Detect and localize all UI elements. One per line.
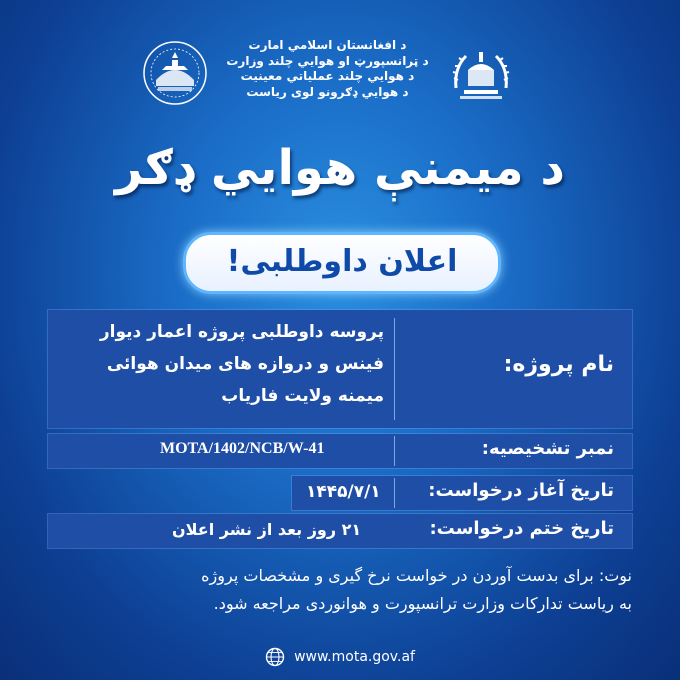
id-number-label: نمبر تشخیصیه: [481, 438, 614, 459]
airport-emblem-icon [142, 40, 208, 106]
note-text [94, 562, 632, 618]
project-divider [394, 318, 395, 420]
website-link[interactable]: www.mota.gov.af [294, 648, 415, 665]
note-line-2: به ریاست تدارکات وزارت ترانسپورت و هوانوردی مراجعه شود. [213, 594, 632, 613]
header-line-2: د ټرانسپورټ او هوايي چلند وزارت [226, 53, 429, 68]
footer [0, 646, 680, 670]
project-value-line-2: فینس و دروازه های میدان هوائی [106, 354, 384, 374]
project-label: نام پروژه: [503, 352, 614, 377]
start-date-divider [394, 478, 395, 508]
note-line-1: نوت: برای بدست آوردن در خواست نرخ گیری و مشخصات پروژه [201, 566, 632, 585]
id-number-value: MOTA/1402/NCB/W-41 [160, 440, 325, 457]
page-title: د میمنې هوايي ډګر [115, 140, 565, 196]
emirate-emblem-icon [446, 40, 516, 110]
header-text [215, 38, 440, 100]
header-line-1: د افغانستان اسلامي امارت [248, 38, 407, 52]
project-value-line-1: پروسه داوطلبی پروژه اعمار دیوار [99, 322, 384, 342]
start-date-value: ۱۴۴۵/۷/۱ [306, 482, 381, 502]
header [0, 28, 680, 118]
header-line-3: د هوايي چلند عملياتي معينيت [240, 69, 415, 83]
id-number-divider [394, 436, 395, 466]
start-date-label: تاریخ آغاز درخواست: [428, 480, 614, 501]
header-line-4: د هوايي ډګرونو لوی رياست [246, 84, 409, 99]
end-date-label: تاریخ ختم درخواست: [429, 518, 614, 539]
announcement-pill: اعلان داوطلبی! [183, 232, 501, 294]
end-date-value: ۲۱ روز بعد از نشر اعلان [172, 520, 362, 539]
project-value-line-3: میمنه ولایت فاریاب [221, 386, 384, 406]
globe-icon [265, 647, 285, 667]
